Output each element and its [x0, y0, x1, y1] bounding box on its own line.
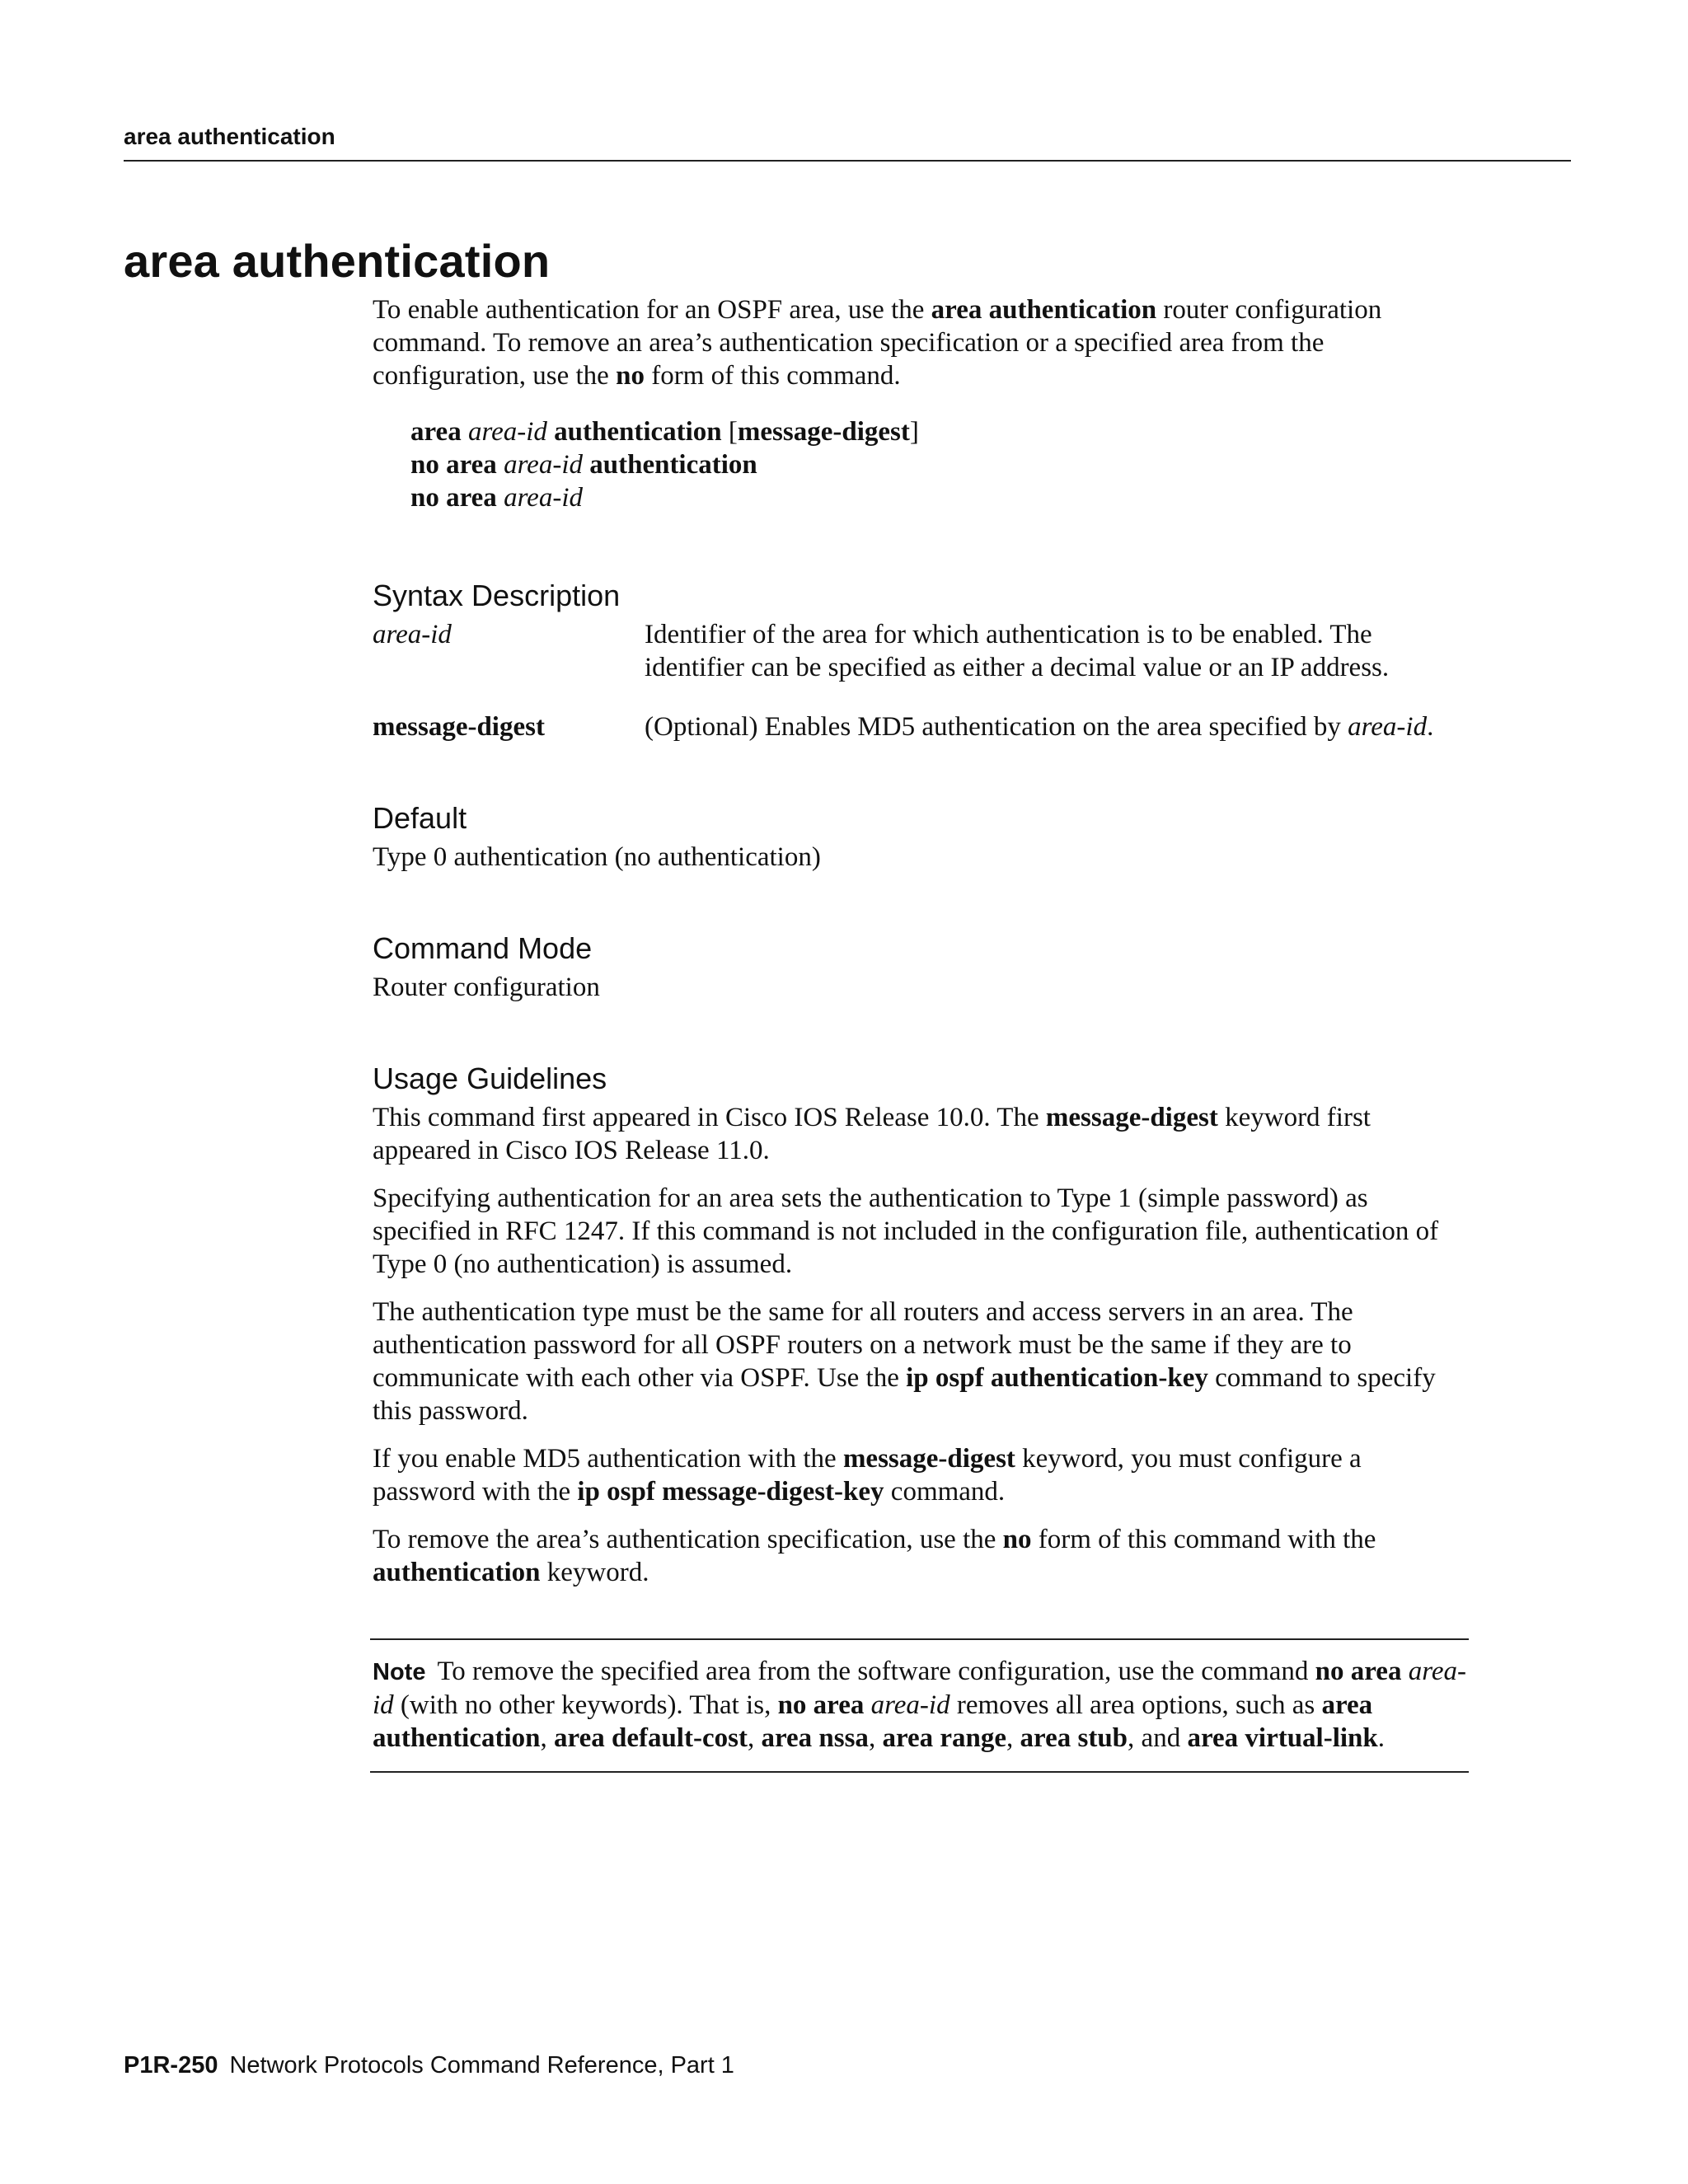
page-number: P1R-250	[124, 2052, 218, 2079]
section-heading: Usage Guidelines	[373, 1062, 607, 1095]
header-rule	[124, 160, 1571, 162]
command-mode-section	[373, 931, 1469, 1004]
usage-paragraph: Specifying authentication for an area sets the authentication to Type 1 (simple password) as specified in RFC 1247. If this command is not included in the configuration file, authentication of Type 0 (no authentication) is assumed.	[373, 1183, 1439, 1279]
syntax-definition: Identifier of the area for which authentication is to be enabled. The identifier can be specified as either a decimal value or an IP address.	[645, 620, 1390, 682]
usage-paragraph: The authentication type must be the same for all routers and access servers in an area. The authentication password for all OSPF routers on a network must be the same if they are to communicate with each other via OSPF. Use the ip ospf authentication-key command to specify this password.	[373, 1297, 1436, 1426]
usage-paragraph: If you enable MD5 authentication with the message-digest keyword, you must configure a password with the ip ospf message-digest-key command.	[373, 1444, 1362, 1507]
book-title: Network Protocols Command Reference, Part 1	[229, 2052, 734, 2079]
section-heading: Syntax Description	[373, 579, 621, 612]
section-heading: Command Mode	[373, 931, 593, 965]
syntax-term: message-digest	[373, 712, 545, 742]
note-box: Note To remove the specified area from the software configuration, use the command no area area-id (with no other keywords). That is, no area area-id removes all area options, such as area authentication, area default-cost, area nssa, area range, area stub, and area virtual-link.	[370, 1638, 1469, 1773]
default-text: Type 0 authentication (no authentication)	[373, 842, 821, 872]
syntax-row	[373, 618, 1469, 684]
note-label: Note	[373, 1659, 426, 1685]
syntax-line: no area area-id	[410, 483, 583, 513]
page-title: area authentication	[124, 235, 551, 287]
running-header: area authentication	[124, 124, 335, 149]
default-section	[373, 801, 1469, 874]
intro-paragraph: To enable authentication for an OSPF area, use the area authentication router configuration command. To remove an area’s authentication specification or a specified area from the configuration, use the no form of this command.	[373, 295, 1382, 391]
syntax-line: area area-id authentication [message-digest]	[410, 417, 919, 447]
usage-paragraph: This command first appeared in Cisco IOS Release 10.0. The message-digest keyword first appeared in Cisco IOS Release 11.0.	[373, 1103, 1371, 1165]
usage-guidelines-section	[373, 1062, 1469, 1589]
syntax-row	[373, 710, 1469, 743]
command-syntax	[410, 415, 1469, 514]
page-footer	[124, 2052, 734, 2079]
syntax-line: no area area-id authentication	[410, 450, 757, 480]
syntax-term: area-id	[373, 620, 452, 649]
syntax-definition: (Optional) Enables MD5 authentication on the area specified by area-id.	[645, 712, 1434, 742]
syntax-description-section	[373, 579, 1469, 743]
command-mode-text: Router configuration	[373, 972, 600, 1002]
content-body	[373, 293, 1469, 1773]
section-heading: Default	[373, 801, 467, 835]
usage-paragraph: To remove the area’s authentication specification, use the no form of this command with the authentication keyword.	[373, 1525, 1376, 1587]
